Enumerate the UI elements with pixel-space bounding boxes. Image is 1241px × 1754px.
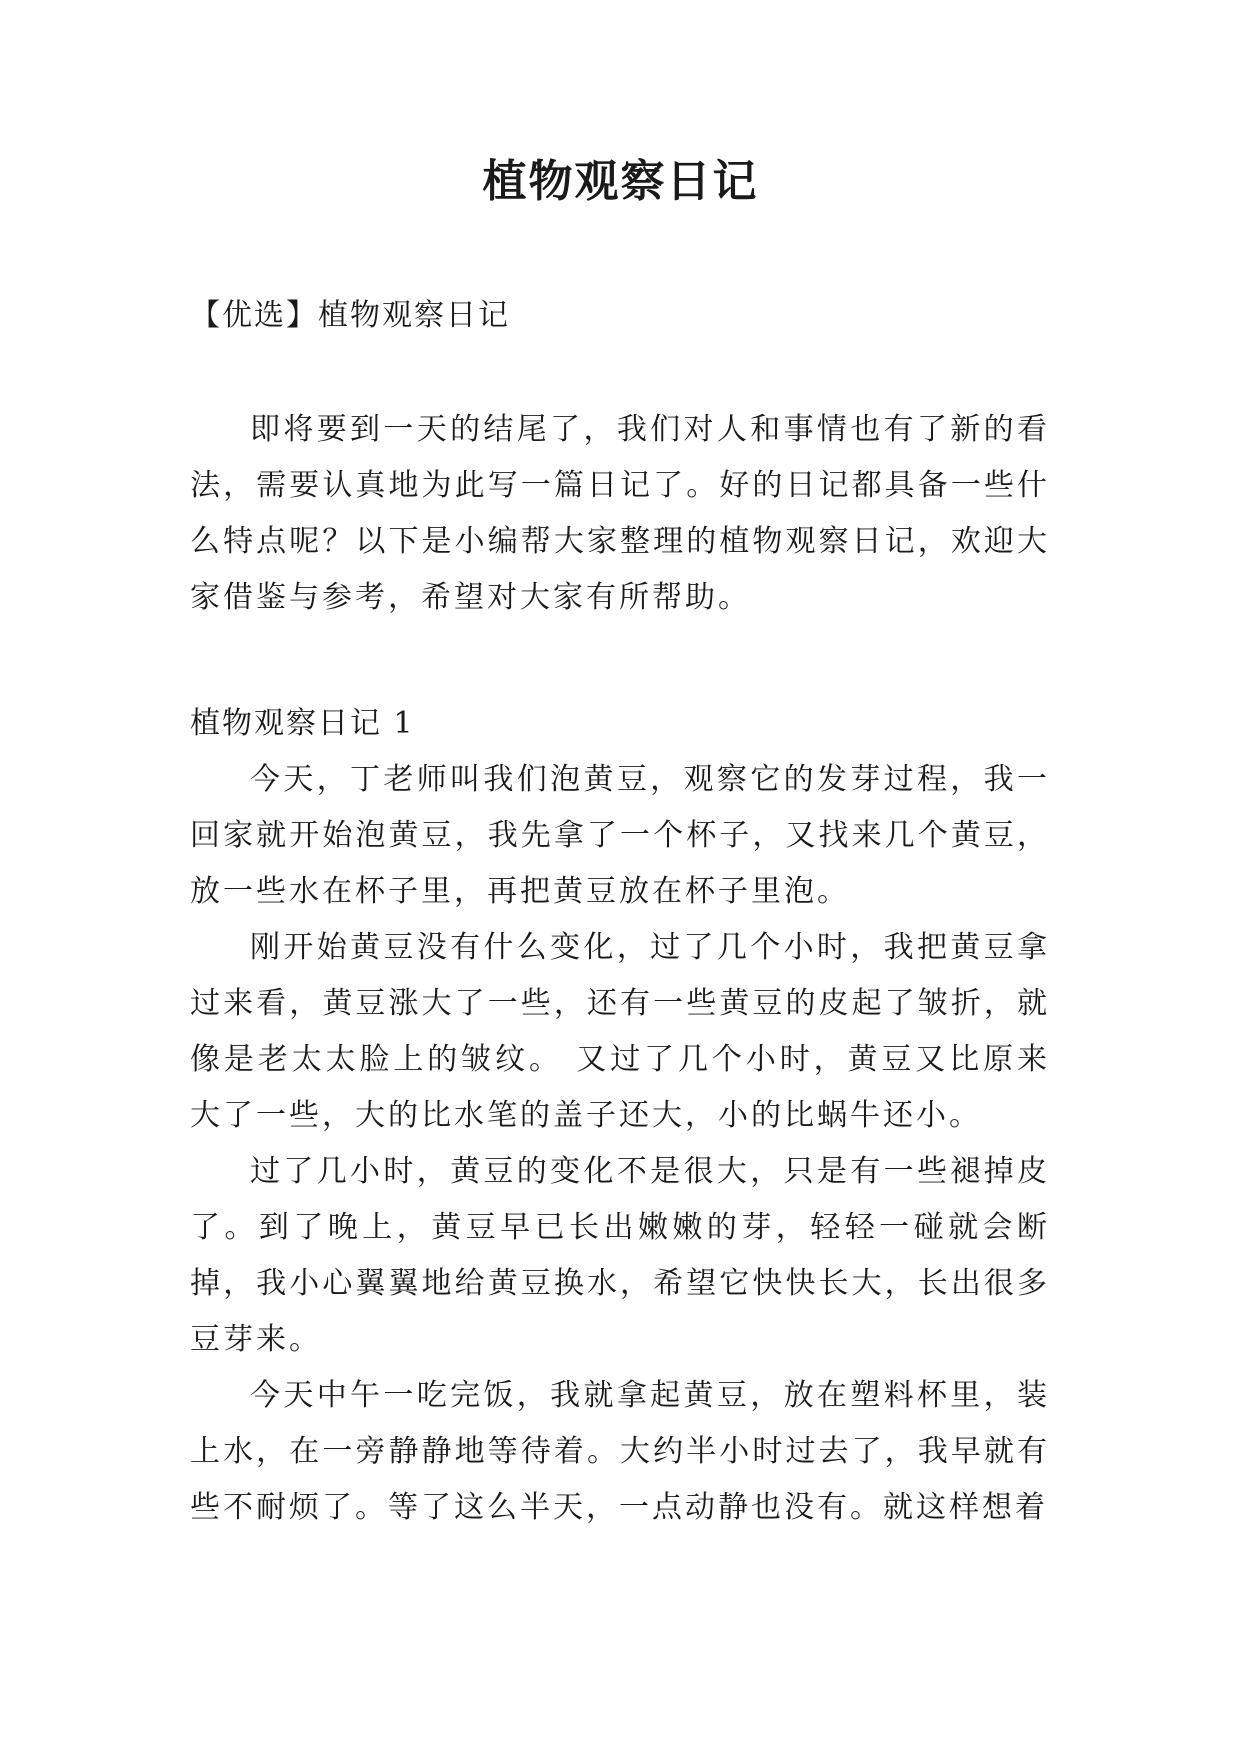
body-paragraph: 刚开始黄豆没有什么变化，过了几个小时，我把黄豆拿过来看，黄豆涨大了一些，还有一些黄豆的皮起了皱折，就像是老太太脸上的皱纹。 又过了几个小时，黄豆又比原来大了一些，大的比水笔的盖子还大，小的比蜗牛还小。 — [190, 930, 1050, 1133]
body-paragraph: 过了几小时，黄豆的变化不是很大，只是有一些褪掉皮了。到了晚上，黄豆早已长出嫩嫩的芽，轻轻一碰就会断掉，我小心翼翼地给黄豆换水，希望它快快长大，长出很多豆芽来。 — [190, 1154, 1050, 1357]
intro-block — [190, 402, 1050, 626]
diary-body — [190, 752, 1050, 1536]
document-title: 植物观察日记 — [482, 156, 759, 207]
body-paragraph: 今天中午一吃完饭，我就拿起黄豆，放在塑料杯里，装上水，在一旁静静地等待着。大约半小时过去了，我早就有些不耐烦了。等了这么半天，一点动静也没有。就这样想着 — [190, 1378, 1050, 1525]
body-paragraph: 今天，丁老师叫我们泡黄豆，观察它的发芽过程，我一回家就开始泡黄豆，我先拿了一个杯子，又找来几个黄豆，放一些水在杯子里，再把黄豆放在杯子里泡。 — [190, 762, 1050, 909]
intro-paragraph: 即将要到一天的结尾了，我们对人和事情也有了新的看法，需要认真地为此写一篇日记了。好的日记都具备一些什么特点呢？以下是小编帮大家整理的植物观察日记，欢迎大家借鉴与参考，希望对大家有所帮助。 — [190, 412, 1050, 615]
document-subtitle: 【优选】植物观察日记 — [190, 298, 510, 333]
section-heading: 植物观察日记 1 — [190, 706, 415, 741]
